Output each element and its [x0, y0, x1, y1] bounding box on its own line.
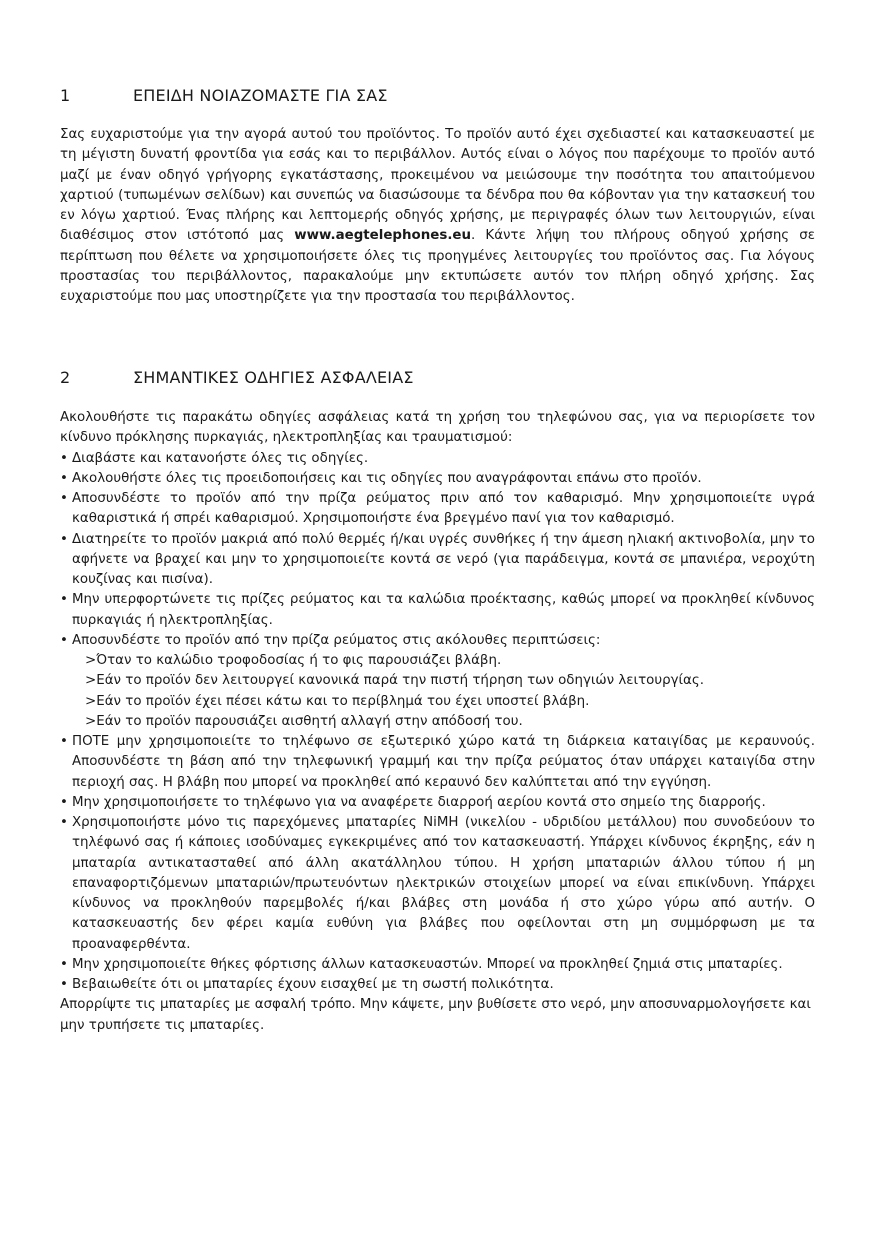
list-item: • Μην υπερφορτώνετε τις πρίζες ρεύματος και τα καλώδια προέκτασης, καθώς μπορεί να προκληθεί κίνδυνος πυρκαγιάς ή ηλεκτροπληξίας. — [60, 592, 815, 628]
list-item: • Χρησιμοποιήστε μόνο τις παρεχόμενες μπαταρίες NiMH (νικελίου - υδριδίου μετάλλου) που συνοδεύουν το τηλέφωνό σας ή κάποιες ισοδύναμες εγκεκριμένες από τον κατασκευαστή. Υπάρχει κίνδυνος έκρηξης, εάν η μπαταρία αντικατασταθεί από άλλη ακατάλληλου τύπου. Η χρήση μπαταριών άλλου τύπου ή μη επαναφορτιζόμενων μπαταριών/πρωτευόντων ηλεκτρικών στοιχείων μπορεί να είναι επικίνδυνη. Υπάρχει κίνδυνος να προκληθούν παρεμβολές ή/και βλάβες στη μονάδα ή στο χώρο γύρω από αυτήν. Ο κατασκευαστής δεν φέρει καμία ευθύνη για βλάβες που οφείλονται στη μη συμμόρφωση με τα προαναφερθέντα. — [60, 815, 815, 952]
list-item: • Μην χρησιμοποιήσετε το τηλέφωνο για να αναφέρετε διαρροή αερίου κοντά στο σημείο της διαρροής. — [60, 793, 815, 813]
body-text: Σας ευχαριστούμε για την αγορά αυτού του προϊόντος. Το προϊόν αυτό έχει σχεδιαστεί και κατασκευαστεί με τη μέγιστη δυνατή φροντίδα για εσάς και το περιβάλλον. Αυτός είναι ο λόγος που παρέχουμε το προϊόν αυτό μαζί με έναν οδηγό γρήγορης εγκατάστασης, προκειμένου να μειώσουμε την ποσότητα του απαιτούμενου χαρτιού (τυπωμένων σελίδων) και συνεπώς να διασώσουμε τα δένδρα που θα κόβονταν για την κατασκευή του εν λόγω χαρτιού. Ένας πλήρης και λεπτομερής οδηγός χρήσης, με περιγραφές όλων των λειτουργιών, είναι διαθέσιμος στον ιστότοπό μας — [60, 127, 815, 244]
section-number: 1 — [60, 86, 71, 105]
bullet-icon: • — [60, 491, 68, 506]
list-item: • Μην χρησιμοποιείτε θήκες φόρτισης άλλων κατασκευαστών. Μπορεί να προκληθεί ζημιά στις μπαταρίες. — [60, 955, 815, 975]
section-title: ΕΠΕΙΔΗ ΝΟΙΑΖΟΜΑΣΤΕ ΓΙΑ ΣΑΣ — [133, 86, 388, 105]
safety-list — [60, 449, 815, 996]
bullet-icon: • — [60, 794, 68, 810]
bullet-icon: • — [60, 531, 68, 547]
list-item: • Ακολουθήστε όλες τις προειδοποιήσεις και τις οδηγίες που αναγράφονται επάνω στο προϊόν. — [60, 469, 815, 489]
section-2-body — [60, 408, 815, 1036]
section-number: 2 — [60, 368, 71, 387]
bullet-icon: • — [60, 470, 68, 486]
battery-disposal-note: Απορρίψτε τις μπαταρίες με ασφαλή τρόπο. Μην κάψετε, μην βυθίσετε στο νερό, μην αποσυναρμολογήσετε και μην τρυπήσετε τις μπαταρίες. — [60, 997, 811, 1033]
safety-intro: Ακολουθήστε τις παρακάτω οδηγίες ασφάλειας κατά τη χρήση του τηλεφώνου σας, για να περιορίσετε τον κίνδυνο πρόκλησης πυρκαγιάς, ηλεκτροπληξίας και τραυματισμού: — [60, 410, 815, 446]
bullet-icon: • — [60, 450, 68, 466]
sub-list — [72, 651, 815, 732]
list-item: • Διατηρείτε το προϊόν μακριά από πολύ θερμές ή/και υγρές συνθήκες ή την άμεση ηλιακή ακτινοβολία, μην το αφήνετε να βραχεί και μην το χρησιμοποιείτε κοντά σε νερό (για παράδειγμα, κοντά σε μπανιέρα, νεροχύτη κουζίνας και πισίνα). — [60, 531, 815, 587]
bullet-icon: • — [60, 632, 68, 648]
sub-marker: > — [85, 713, 97, 729]
bullet-icon: • — [60, 977, 68, 992]
bullet-icon: • — [60, 592, 68, 608]
list-item: • ΠΟΤΕ μην χρησιμοποιείτε το τηλέφωνο σε εξωτερικό χώρο κατά τη διάρκεια καταιγίδας με κεραυνούς. Αποσυνδέστε τη βάση από την τηλεφωνική γραμμή και την πρίζα ρεύματος όταν υπάρχει καταιγίδα στην περιοχή σας. Η βλάβη που μπορεί να προκληθεί από κεραυνό δεν καλύπτεται από την εγγύηση. — [60, 734, 815, 790]
body-text: . Κάντε λήψη του πλήρους οδηγού χρήσης σε περίπτωση που θέλετε να χρησιμοποιήσετε όλες τις προηγμένες λειτουργίες του προϊόντος σας. Για λόγους προστασίας του περιβάλλοντος, παρακαλούμε μην εκτυπώσετε αυτόν τον πλήρη οδηγό χρήσης. Σας ευχαριστούμε που μας υποστηρίζετε για την προστασία του περιβάλλοντος. — [60, 228, 815, 304]
list-item: • Αποσυνδέστε το προϊόν από την πρίζα ρεύματος πριν από τον καθαρισμό. Μην χρησιμοποιείτε υγρά καθαριστικά ή σπρέι καθαρισμού. Χρησιμοποιήστε ένα βρεγμένο πανί για τον καθαρισμό. — [60, 491, 815, 527]
sub-list-item: >Όταν το καλώδιο τροφοδοσίας ή το φις παρουσιάζει βλάβη. — [85, 653, 502, 668]
website-link[interactable]: www.aegtelephones.eu — [294, 228, 472, 244]
list-item: • Βεβαιωθείτε ότι οι μπαταρίες έχουν εισαχθεί με τη σωστή πολικότητα. — [60, 975, 815, 995]
list-item: • Αποσυνδέστε το προϊόν από την πρίζα ρεύματος στις ακόλουθες περιπτώσεις: >Όταν το καλώδιο τροφοδοσίας ή το φις παρουσιάζει βλάβη. >Εάν το προϊόν δεν λειτουργεί κανονικά παρά την πιστή τήρηση των οδηγιών λειτουργίας. >Εάν το προϊόν έχει πέσει κάτω και το περίβλημά του έχει υποστεί βλάβη. >Εάν το προϊόν παρουσιάζει αισθητή αλλαγή στην απόδοσή του. — [60, 631, 815, 732]
sub-list-item: >Εάν το προϊόν παρουσιάζει αισθητή αλλαγή στην απόδοσή του. — [85, 713, 523, 729]
sub-marker: > — [85, 653, 97, 668]
section-1-body — [60, 125, 815, 307]
bullet-icon: • — [60, 956, 68, 972]
sub-marker: > — [85, 673, 97, 689]
bullet-icon: • — [60, 734, 68, 749]
sub-list-item: >Εάν το προϊόν έχει πέσει κάτω και το περίβλημά του έχει υποστεί βλάβη. — [85, 693, 590, 709]
section-title: ΣΗΜΑΝΤΙΚΕΣ ΟΔΗΓΙΕΣ ΑΣΦΑΛΕΙΑΣ — [133, 368, 414, 387]
list-item: • Διαβάστε και κατανοήστε όλες τις οδηγίες. — [60, 449, 815, 469]
bullet-icon: • — [60, 815, 68, 830]
sub-list-item: >Εάν το προϊόν δεν λειτουργεί κανονικά παρά την πιστή τήρηση των οδηγιών λειτουργίας. — [85, 673, 704, 689]
sub-marker: > — [85, 693, 97, 709]
